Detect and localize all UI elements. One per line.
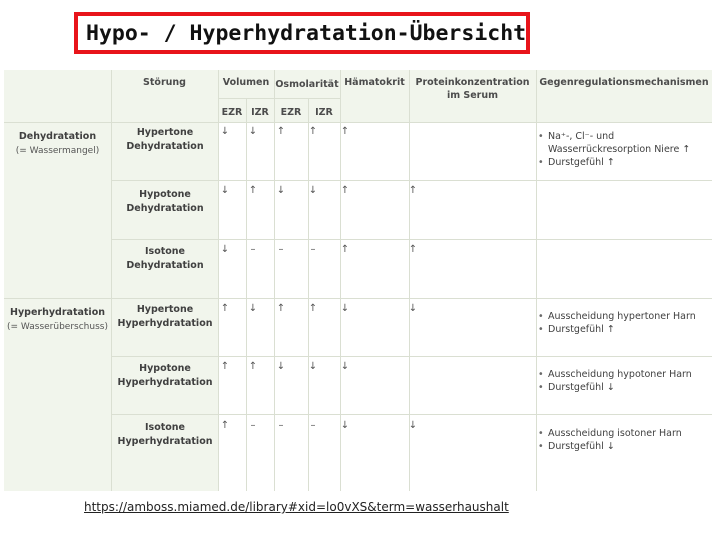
mechanism-item: • Ausscheidung hypertoner Harn <box>538 310 708 323</box>
row-label: Hypertone Hyperhydratation <box>117 304 213 329</box>
mechanisms-hypertone-dehydratation <box>538 130 708 169</box>
value-cell: ↓ <box>220 185 230 196</box>
mechanism-item: • Ausscheidung isotoner Harn <box>538 427 708 440</box>
value-cell: ↑ <box>220 303 230 314</box>
value-cell: ↓ <box>220 244 230 255</box>
group-hyperhydratation-name: Hyperhydratation <box>10 307 105 318</box>
row-label: Isotone Hyperhydratation <box>117 422 213 447</box>
mechanisms-isotone-hyperhydratation <box>538 427 708 453</box>
mechanisms-hypotone-hyperhydratation <box>538 368 708 394</box>
mechanism-item: • Na⁺-, Cl⁻- und Wasserrückresorption Niere ↑ <box>538 130 708 156</box>
value-cell: – <box>250 244 256 255</box>
group-hyperhydratation <box>4 306 111 334</box>
value-cell: ↓ <box>248 303 258 314</box>
value-cell: ↑ <box>340 185 350 196</box>
mechanisms-hypertone-hyperhydratation <box>538 310 708 336</box>
group-dehydratation <box>4 130 111 158</box>
slide-title: Hypo- / Hyperhydratation-Übersicht <box>74 12 530 54</box>
header-ezr-osmolaritaet: EZR <box>280 107 302 118</box>
value-cell: ↑ <box>408 185 418 196</box>
mechanism-item: • Ausscheidung hypotoner Harn <box>538 368 708 381</box>
value-cell: ↓ <box>248 126 258 137</box>
fluid-balance-table <box>4 70 712 491</box>
value-cell: – <box>310 244 316 255</box>
header-stoerung: Störung <box>143 77 186 88</box>
header-gegenregulation: Gegenregulationsmechanismen <box>539 77 709 88</box>
value-cell: ↑ <box>276 303 286 314</box>
header-volumen: Volumen <box>222 77 270 88</box>
mechanism-item: • Durstgefühl ↓ <box>538 381 708 394</box>
value-cell: ↓ <box>340 361 350 372</box>
value-cell: – <box>250 420 256 431</box>
group-dehydratation-name: Dehydratation <box>18 131 97 142</box>
value-cell: ↑ <box>276 126 286 137</box>
value-cell: – <box>278 244 284 255</box>
value-cell: ↓ <box>276 361 286 372</box>
value-cell: ↑ <box>308 303 318 314</box>
mechanism-item: • Durstgefühl ↑ <box>538 156 708 169</box>
value-cell: ↑ <box>248 185 258 196</box>
value-cell: ↑ <box>248 361 258 372</box>
row-label: Isotone Dehydratation <box>126 246 204 271</box>
header-protein: Proteinkonzentration im Serum <box>415 77 530 101</box>
value-cell: ↑ <box>220 420 230 431</box>
row-label: Hypotone Dehydratation <box>126 189 204 214</box>
value-cell: ↓ <box>408 420 418 431</box>
value-cell: ↓ <box>308 185 318 196</box>
value-cell: ↓ <box>408 303 418 314</box>
value-cell: – <box>278 420 284 431</box>
value-cell: ↑ <box>308 126 318 137</box>
value-cell: ↓ <box>220 126 230 137</box>
group-hyperhydratation-note: (= Wasserüberschuss) <box>7 322 108 332</box>
row-label: Hypotone Hyperhydratation <box>117 363 213 388</box>
value-cell: ↓ <box>340 420 350 431</box>
value-cell: ↑ <box>340 244 350 255</box>
group-dehydratation-note: (= Wassermangel) <box>15 146 100 156</box>
header-izr-volumen: IZR <box>251 107 269 118</box>
mechanism-item: • Durstgefühl ↑ <box>538 323 708 336</box>
mechanism-item: • Durstgefühl ↓ <box>538 440 708 453</box>
value-cell: ↑ <box>408 244 418 255</box>
value-cell: – <box>310 420 316 431</box>
source-link[interactable]: https://amboss.miamed.de/library#xid=lo0vXS&term=wasserhaushalt <box>84 500 509 514</box>
value-cell: ↓ <box>308 361 318 372</box>
header-izr-osmolaritaet: IZR <box>315 107 333 118</box>
row-label: Hypertone Dehydratation <box>126 127 204 152</box>
header-haematokrit: Hämatokrit <box>344 77 405 88</box>
value-cell: ↑ <box>220 361 230 372</box>
value-cell: ↓ <box>276 185 286 196</box>
value-cell: ↓ <box>340 303 350 314</box>
value-cell: ↑ <box>340 126 350 137</box>
header-ezr-volumen: EZR <box>221 107 243 118</box>
header-osmolaritaet: Osmolarität <box>275 79 339 90</box>
